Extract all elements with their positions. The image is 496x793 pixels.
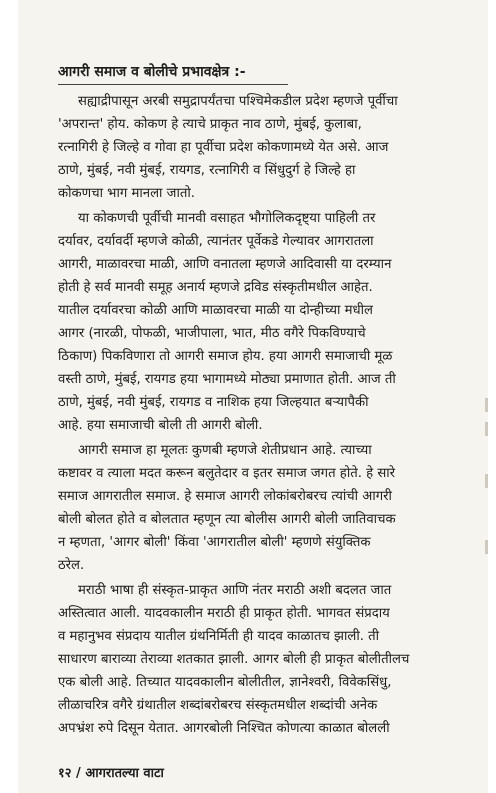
text-line: मराठी भाषा ही संस्कृत-प्राकृत आणि नंतर मराठी अशी बदलत जात bbox=[78, 583, 392, 598]
text-line: ठरेल. bbox=[58, 558, 85, 573]
text-line: लीळाचरित्र वगैरे ग्रंथातील शब्दांबरोबरच संस्कृतमधील शब्दांची अनेक bbox=[58, 698, 378, 713]
text-line: व महानुभव संप्रदाय यातील ग्रंथनिर्मिती ही यादव काळातच झाली. ती bbox=[58, 629, 380, 644]
text-line: आगरी, माळावरचा माळी, आणि वनातला म्हणजे आदिवासी या दरम्यान bbox=[58, 257, 392, 272]
text-line: 'अपरान्त' होय. कोकण हे त्याचे प्राकृत नाव ठाणे, मुंबई, कुलाबा, bbox=[58, 117, 362, 132]
text-line: यातील दर्यावरचा कोळी आणि माळावरचा माळी या दोन्हीच्या मधील bbox=[58, 303, 373, 318]
text-line: साधारण बाराव्या तेराव्या शतकात झाली. आगर बोली ही प्राकृत बोलीतीलच bbox=[58, 652, 410, 667]
text-line: एक बोली आहे. तिच्यात यादवकालीन बोलीतील, ज्ञानेश्वरी, विवेकसिंधु, bbox=[58, 675, 392, 690]
text-line: आगर (नारळी, पोफळी, भाजीपाला, भात, मीठ वगैरे पिकविण्याचे bbox=[58, 326, 366, 341]
text-line: बोली बोलत होते व बोलतात म्हणून त्या बोलीस आगरी बोली जातिवाचक bbox=[58, 512, 396, 527]
margin-mark bbox=[485, 398, 488, 412]
text-line: आहे. हया समाजाची बोली ती आगरी बोली. bbox=[58, 418, 263, 433]
text-line: अस्तित्वात आली. यादवकालीन मराठी ही प्राकृत होती. भागवत संप्रदाय bbox=[58, 606, 390, 621]
margin-mark bbox=[485, 540, 488, 554]
text-line: कोकणचा भाग मानला जातो. bbox=[58, 186, 195, 201]
text-line: होती हे सर्व मानवी समूह अनार्य म्हणजे द्रविड संस्कृतीमधील आहेत. bbox=[58, 280, 373, 295]
text-line: ठाणे, मुंबई, नवी मुंबई, रायगड व नाशिक हया जिल्हयात बऱ्यापैकी bbox=[58, 395, 369, 410]
text-line: समाज आगरातील समाज. हे समाज आगरी लोकांबरोबरच त्यांची आगरी bbox=[58, 489, 392, 504]
text-line: दर्यावर, दर्यावर्दी म्हणजे कोळी, त्यानंतर पूर्वेकडे गेल्यावर आगरातला bbox=[58, 234, 374, 249]
text-line: न म्हणता, 'आगर बोली' किंवा 'आगरातील बोली' म्हणणे संयुक्तिक bbox=[58, 535, 371, 550]
page-footer: १२ / आगरातल्या वाटा bbox=[58, 766, 164, 781]
text-line: या कोकणची पूर्वीची मानवी वसाहत भौगोलिकदृष्ट्या पाहिली तर bbox=[78, 211, 376, 226]
text-line: ठिकाण) पिकविणारा तो आगरी समाज होय. हया आगरी समाजाची मूळ bbox=[58, 349, 393, 364]
text-line: कष्टावर व त्याला मदत करून बलुतेदार व इतर समाज जगत होते. हे सारे bbox=[58, 466, 396, 481]
margin-mark bbox=[485, 422, 488, 436]
text-line: आगरी समाज हा मूलतः कुणबी म्हणजे शेतीप्रधान आहे. त्याच्या bbox=[78, 443, 372, 458]
book-page bbox=[18, 0, 488, 793]
text-line: वस्ती ठाणे, मुंबई, रायगड हया भागामध्ये मोठ्या प्रमाणात होती. आज ती bbox=[58, 372, 396, 387]
text-line: सह्याद्रीपासून अरबी समुद्रापर्यंतचा पश्चिमेकडील प्रदेश म्हणजे पूर्वीचा bbox=[78, 94, 398, 109]
heading-underline bbox=[58, 84, 288, 85]
text-line: अपभ्रंश रुपे दिसून येतात. आगरबोली निश्चित कोणत्या काळात बोलली bbox=[58, 721, 390, 736]
section-heading: आगरी समाज व बोलीचे प्रभावक्षेत्र :- bbox=[58, 64, 246, 80]
margin-mark bbox=[485, 474, 488, 488]
text-line: ठाणे, मुंबई, नवी मुंबई, रायगड, रत्नागिरी व सिंधुदुर्ग हे जिल्हे हा bbox=[58, 163, 356, 178]
text-line: रत्नागिरी हे जिल्हे व गोवा हा पूर्वीचा प्रदेश कोकणामध्ये येत असे. आज bbox=[58, 140, 389, 155]
